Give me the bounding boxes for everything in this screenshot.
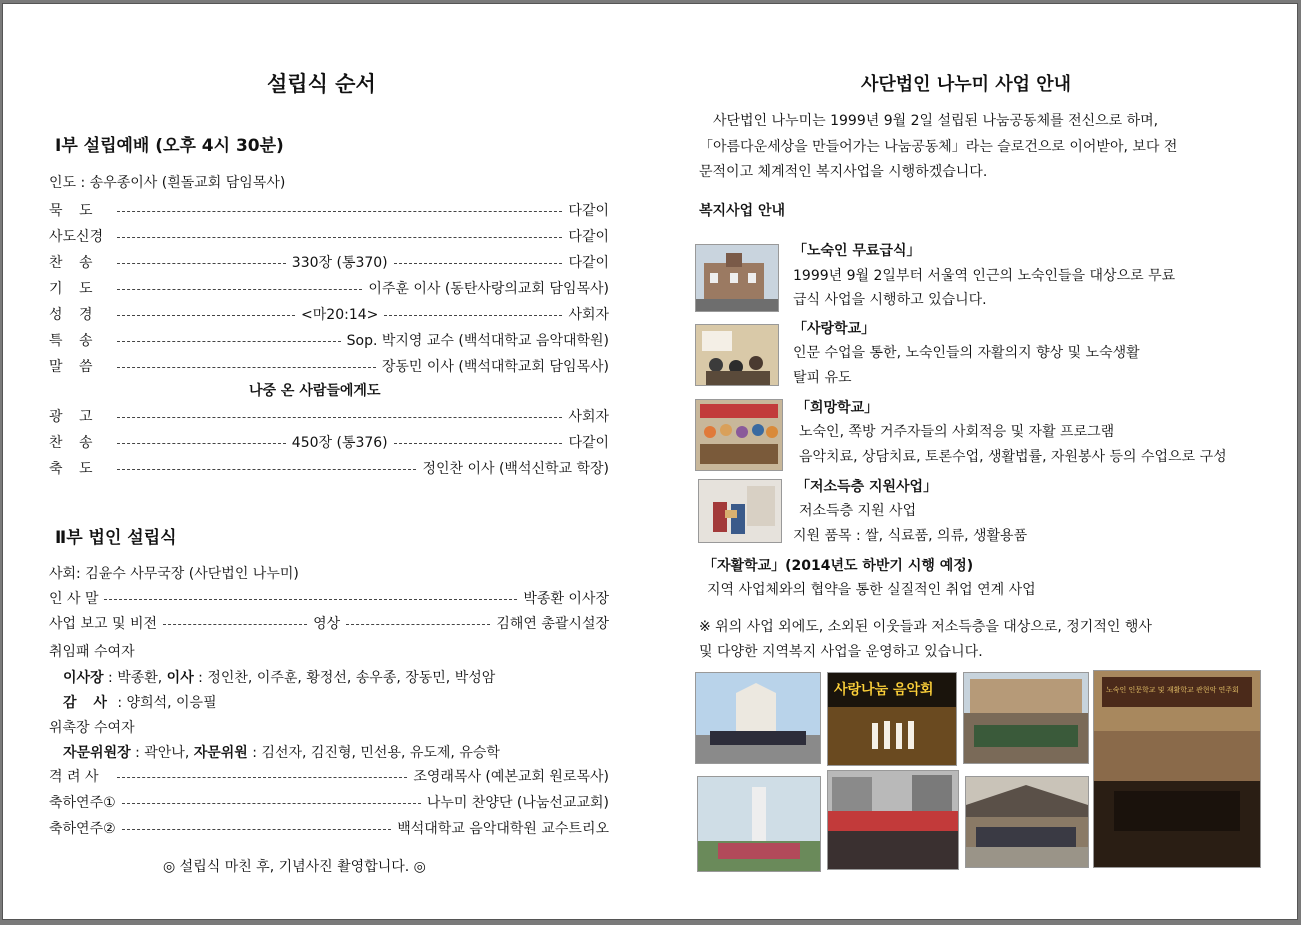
program-title-meal: 「노숙인 무료급식」 — [793, 243, 921, 259]
program-desc: 음악치료, 상담치료, 토론수업, 생활법률, 자원봉사 등의 수업으로 구성 — [799, 449, 1227, 465]
row-label: 사도신경 — [49, 229, 104, 245]
directors-line: 이사장 : 박종환, 이사 : 정인찬, 이주훈, 황정선, 송우종, 장동민, 박성암 — [63, 670, 496, 686]
order-row — [49, 792, 609, 812]
row-label: 찬 송 — [49, 255, 99, 271]
hanok-group-photo — [965, 776, 1089, 868]
note-line-2: 및 다양한 지역복지 사업을 운영하고 있습니다. — [699, 644, 983, 660]
concert-banner-2: 노숙인 인문학교 및 재활학교 관현악 연주회 — [1106, 686, 1239, 694]
row-label: 축 도 — [49, 461, 99, 477]
row-value: 백석대학교 음악대학원 교수트리오 — [397, 821, 609, 837]
row-value: 김해연 총괄시설장 — [496, 616, 609, 632]
row-value: 다같이 — [568, 435, 610, 451]
auditor-line: 감 사 : 양희석, 이응필 — [63, 695, 217, 711]
row-label: 격 려 사 — [49, 769, 99, 785]
row-value: 나누미 찬양단 (나눔선교교회) — [426, 795, 609, 811]
program-title-support: 「저소득층 지원사업」 — [796, 479, 938, 495]
part2-heading: Ⅱ부 법인 설립식 — [55, 528, 177, 548]
row-value: 박종환 이사장 — [523, 591, 609, 607]
intro-line-2: 「아름다운세상을 만들어가는 나눔공동체」라는 슬로건으로 이어받아, 보다 전 — [699, 139, 1178, 155]
program-desc: 저소득층 지원 사업 — [799, 503, 917, 519]
advisors-line: 자문위원장 : 곽안나, 자문위원 : 김선자, 김진형, 민선용, 유도제, 유승학 — [63, 745, 500, 761]
row-label: 찬 송 — [49, 435, 99, 451]
self-support-title: 「자활학교」(2014년도 하반기 시행 예정) — [703, 558, 974, 574]
report-row — [49, 613, 609, 633]
order-row — [49, 330, 609, 350]
row-label: 축하연주① — [49, 795, 116, 811]
row-mid: 450장 (통376) — [291, 435, 388, 451]
row-value: 장동민 이사 (백석대학교회 담임목사) — [381, 359, 609, 375]
award1-label: 취임패 수여자 — [49, 644, 135, 660]
row-value: 다같이 — [568, 255, 610, 271]
leader-line: 인도 : 송우종이사 (흰돌교회 담임목사) — [49, 175, 286, 191]
concert-banner: 사랑나눔 음악회 — [834, 682, 934, 698]
row-label: 묵 도 — [49, 203, 99, 219]
program-desc: 노숙인, 쪽방 거주자들의 사회적응 및 자활 프로그램 — [799, 424, 1115, 440]
program-title: 설립식 순서 — [267, 72, 376, 96]
brochure-page — [2, 3, 1298, 920]
school-group-photo — [963, 672, 1089, 764]
intro-line-3: 문적이고 체계적인 복지사업을 시행하겠습니다. — [699, 164, 988, 180]
row-label: 인 사 말 — [49, 591, 99, 607]
program-desc: 인문 수업을 통한, 노숙인들의 자활의지 향상 및 노숙생활 — [793, 345, 1140, 361]
concert-stage-photo — [827, 672, 957, 766]
section-heading: 복지사업 안내 — [699, 203, 786, 219]
order-row — [49, 406, 609, 426]
orchestra-concert-photo — [1093, 670, 1261, 868]
program-title-hope: 「희망학교」 — [796, 400, 879, 416]
row-label: 광 고 — [49, 409, 99, 425]
row-mid: 330장 (통370) — [291, 255, 388, 271]
row-mid: 영상 — [313, 616, 341, 632]
order-row — [49, 766, 609, 786]
greeting-row — [49, 588, 609, 608]
row-value: 이주훈 이사 (동탄사랑의교회 담임목사) — [368, 281, 609, 297]
guide-title: 사단법인 나누미 사업 안내 — [861, 74, 1072, 95]
intro-line-1: 사단법인 나누미는 1999년 9월 2일 설립된 나눔공동체를 전신으로 하며, — [713, 113, 1159, 129]
row-label: 특 송 — [49, 333, 99, 349]
love-school-photo — [695, 324, 779, 386]
order-row — [49, 278, 609, 298]
host-line: 사회: 김윤수 사무국장 (사단법인 나누미) — [49, 566, 299, 582]
order-row — [49, 356, 609, 376]
row-label: 축하연주② — [49, 821, 116, 837]
award2-label: 위촉장 수여자 — [49, 720, 135, 736]
order-row — [49, 304, 609, 324]
program-desc: 지원 품목 : 쌀, 식료품, 의류, 생활용품 — [793, 528, 1028, 544]
outdoor-event-photo — [827, 770, 959, 870]
program-desc: 급식 사업을 시행하고 있습니다. — [793, 292, 987, 308]
order-row — [49, 226, 609, 246]
row-mid: <마20:14> — [301, 307, 379, 323]
low-income-support-photo — [698, 479, 782, 543]
row-value: 다같이 — [568, 229, 609, 245]
sermon-title: 나중 온 사람들에게도 — [249, 383, 381, 399]
order-row — [49, 200, 609, 220]
self-support-desc: 지역 사업체와의 협약을 통한 실질적인 취업 연계 사업 — [707, 582, 1036, 598]
monument-group-photo — [697, 776, 821, 872]
row-value: 조영래목사 (예본교회 원로목사) — [413, 769, 609, 785]
order-row — [49, 252, 609, 272]
group-photo-church — [695, 672, 821, 764]
row-value: 정인찬 이사 (백석신학교 학장) — [422, 461, 609, 477]
order-row — [49, 458, 609, 478]
order-row — [49, 432, 609, 452]
closing-note: ◎ 설립식 마친 후, 기념사진 촬영합니다. ◎ — [163, 859, 426, 875]
row-value: 사회자 — [568, 409, 609, 425]
program-title-love: 「사랑학교」 — [793, 321, 876, 337]
order-row — [49, 818, 609, 838]
note-line-1: ※ 위의 사업 외에도, 소외된 이웃들과 저소득층을 대상으로, 정기적인 행사 — [699, 619, 1152, 635]
row-value: 사회자 — [568, 307, 610, 323]
row-label: 기 도 — [49, 281, 99, 297]
row-value: Sop. 박지영 교수 (백석대학교 음악대학원) — [346, 333, 609, 349]
hope-school-photo — [695, 399, 783, 471]
meal-service-photo — [695, 244, 779, 312]
row-label: 사업 보고 및 비전 — [49, 616, 158, 632]
row-value: 다같이 — [568, 203, 609, 219]
program-desc: 탈피 유도 — [793, 370, 852, 386]
row-label: 성 경 — [49, 307, 99, 323]
part1-heading: Ⅰ부 설립예배 (오후 4시 30분) — [55, 136, 284, 156]
row-label: 말 씀 — [49, 359, 99, 375]
program-desc: 1999년 9월 2일부터 서울역 인근의 노숙인들을 대상으로 무료 — [793, 268, 1176, 284]
